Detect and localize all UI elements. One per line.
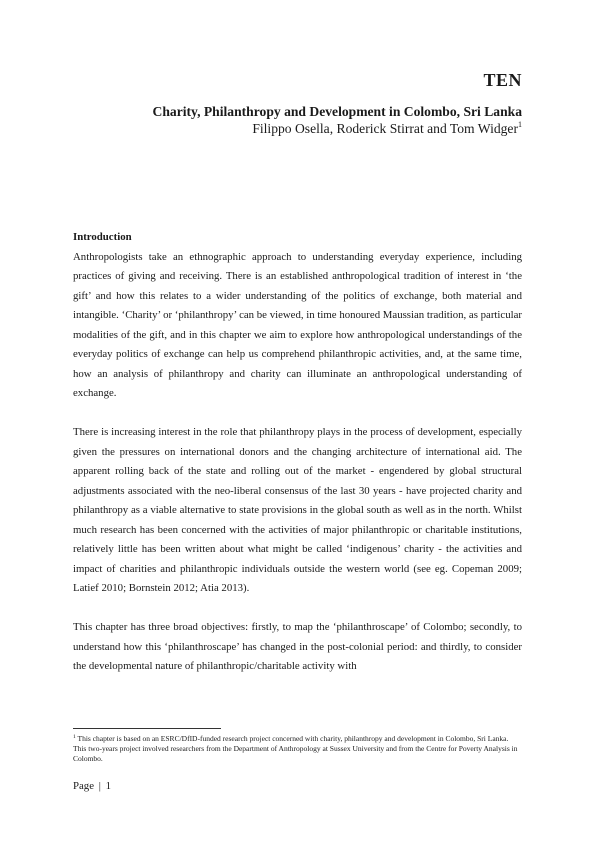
page-footer (73, 780, 111, 792)
footnote-reference: 1 (518, 120, 522, 129)
page-number: 1 (105, 780, 111, 792)
authors-text: Filippo Osella, Roderick Stirrat and Tom Widger (252, 121, 518, 136)
section-heading: Introduction (73, 231, 132, 243)
page-separator: | (98, 780, 101, 792)
body-paragraph-1: Anthropologists take an ethnographic approach to understanding everyday experience, including practices of giving and receiving. There is an established anthropological tradition of interest in ‘the gift’ and how this relates to a wider understanding of the politics of exchange, both material and intangible. ‘Charity’ or ‘philanthropy’ can be viewed, in time honoured Maussian tradition, as particular modalities of the gift, and in this chapter we aim to explore how anthropological understandings of the everyday politics of exchange can help us comprehend philanthropic activities, and, at the same time, how an analysis of philanthropy and charity can illuminate an anthropological understanding of exchange. (73, 250, 522, 399)
page-label: Page (73, 780, 94, 792)
chapter-authors (252, 121, 522, 137)
chapter-number: TEN (483, 70, 522, 90)
chapter-title: Charity, Philanthropy and Development in Colombo, Sri Lanka (152, 104, 522, 119)
body-paragraph-3: This chapter has three broad objectives: firstly, to map the ‘philanthroscape’ of Colombo; secondly, to understand how this ‘philanthroscape’ has changed in the post-colonial period: and thirdly, to consider the developmental nature of philanthropic/charitable activity with (73, 621, 522, 672)
body-text (73, 228, 522, 677)
footnote-divider (73, 728, 221, 729)
footnote (73, 734, 522, 765)
footnote-marker: 1 (73, 734, 76, 740)
body-paragraph-2: There is increasing interest in the role that philanthropy plays in the process of development, especially given the pressures on international donors and the changing architecture of international aid. The apparent rolling back of the state and rolling out of the market - engendered by global structural adjustments associated with the neo-liberal consensus of the last 30 years - have projected charity and philanthropy as a viable alternative to state provisions in the global south as well as in the north. Whilst much research has been concerned with the activities of major philanthropic or charitable institutions, relatively little has been written about what might be called ‘indigenous’ charity - the activities and impact of charities and philanthropic individuals outside the western world (see eg. Copeman 2009; Latief 2010; Bornstein 2012; Atia 2013). (73, 426, 522, 594)
footnote-text: This chapter is based on an ESRC/DfID-funded research project concerned with charity, philanthropy and development in Colombo, Sri Lanka. This two-years project involved researchers from the Department of Anthropology at Sussex University and from the Centre for Poverty Analysis in Colombo. (73, 734, 518, 764)
